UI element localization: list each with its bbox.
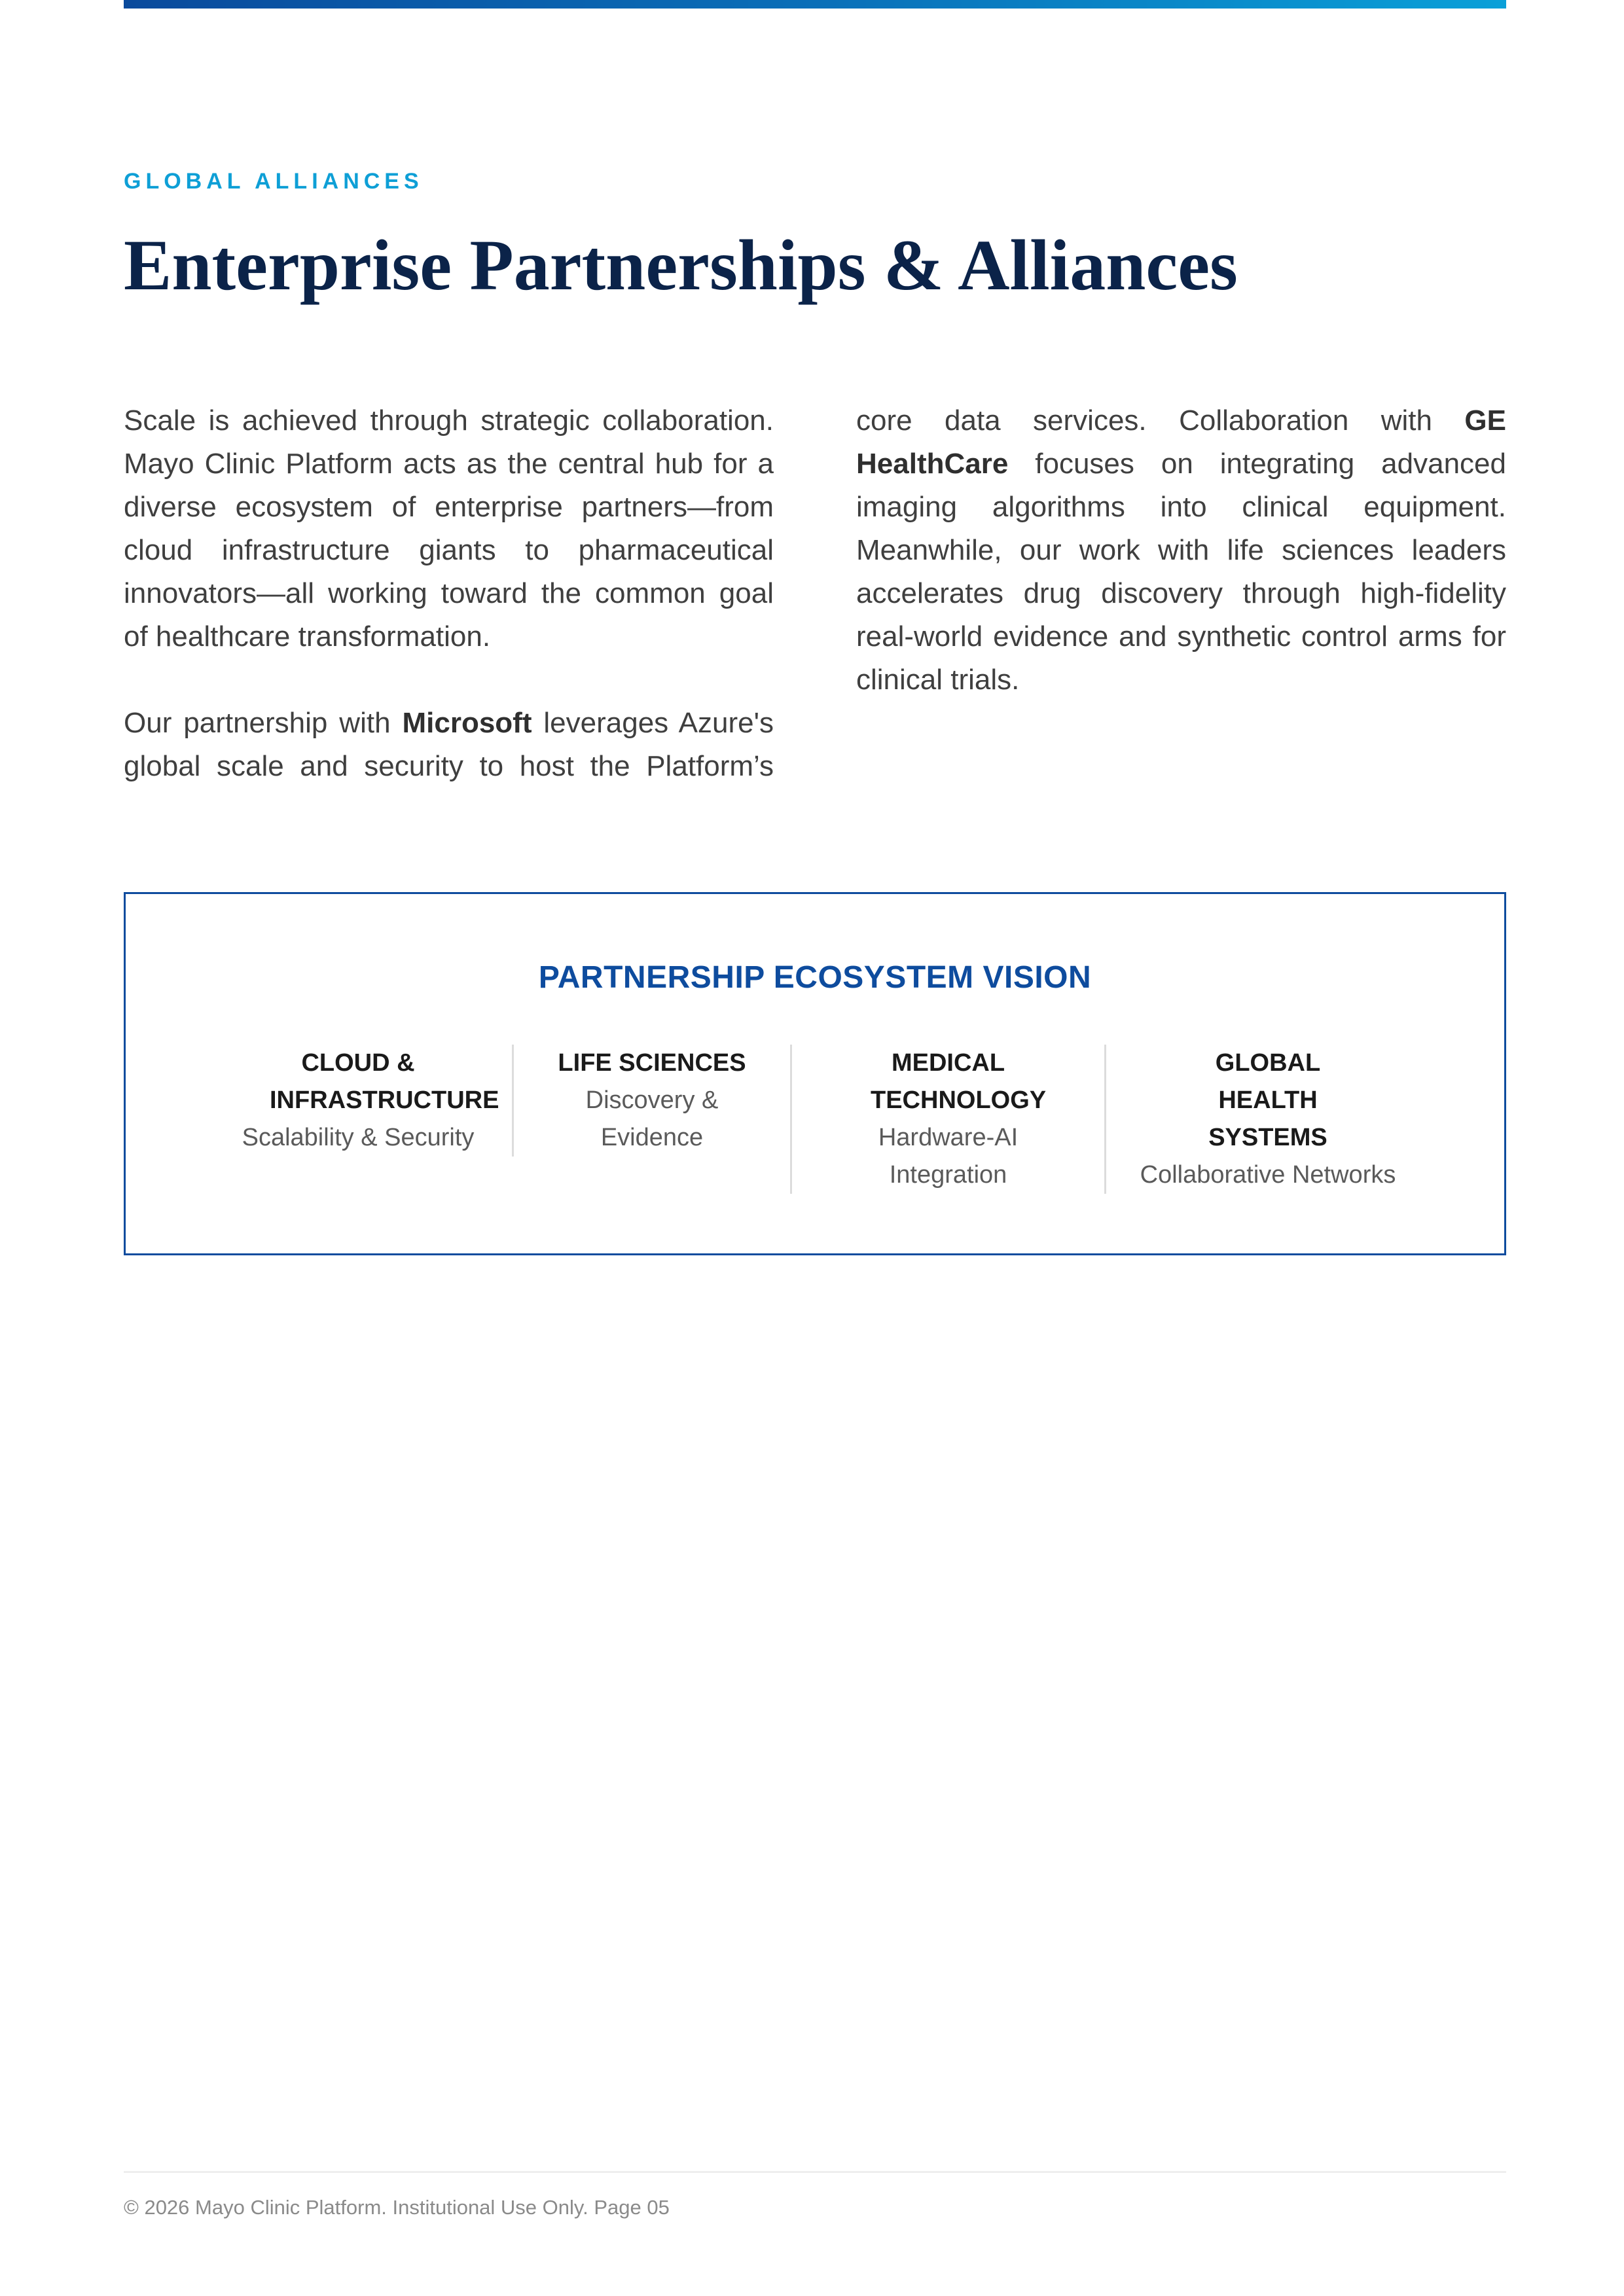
ge-healthcare-name: GE HealthCare (856, 404, 1506, 480)
section-eyebrow: GLOBAL ALLIANCES (124, 169, 424, 194)
partners-text-3: focuses on integrating advanced imaging algorithms into clinical equipment. Meanwhile, our work with life sciences leaders accelerates drug discovery through high-fidelity real-world evidence and synthetic control arms for clinical trials. (856, 448, 1506, 696)
ecosystem-item-global-health (1104, 1045, 1430, 1194)
intro-paragraph: Scale is achieved through strategic collaboration. Mayo Clinic Platform acts as the central hub for a diverse ecosystem of enterprise partners—from cloud infrastructure giants to pharmaceutical innovators—all working toward the common goal of healthcare transformation. (124, 404, 774, 653)
microsoft-name: Microsoft (402, 707, 532, 739)
ecosystem-item-desc: Hardware-AI Integration (878, 1124, 1019, 1189)
footer-copyright: © 2026 Mayo Clinic Platform. Institutional Use Only. Page 05 (124, 2196, 670, 2219)
ecosystem-grid (204, 1045, 1430, 1194)
ecosystem-title: PARTNERSHIP ECOSYSTEM VISION (538, 960, 1092, 995)
ecosystem-item-desc: Scalability & Security (242, 1124, 475, 1151)
ecosystem-item-medtech (790, 1045, 1104, 1194)
partners-text-2: leverages Azure's global scale and security to host the Platform’s core data services. Collaboration with (124, 404, 1465, 782)
ecosystem-item-heading: CLOUD & INFRASTRUCTURE (270, 1049, 499, 1114)
footer-divider (124, 2171, 1506, 2173)
page-title: Enterprise Partnerships & Alliances (124, 225, 1238, 305)
ecosystem-item-desc: Collaborative Networks (1140, 1161, 1396, 1189)
partners-text-1: Our partnership with (124, 707, 403, 739)
body-text-columns (124, 399, 1506, 805)
ecosystem-vision-box (124, 892, 1506, 1255)
ecosystem-item-life-sciences (512, 1045, 790, 1157)
ecosystem-item-heading: LIFE SCIENCES (558, 1049, 746, 1077)
ecosystem-item-desc: Discovery & Evidence (585, 1086, 719, 1151)
top-accent-bar (124, 0, 1506, 9)
ecosystem-item-cloud (204, 1045, 512, 1157)
ecosystem-item-heading: MEDICAL TECHNOLOGY (871, 1049, 1047, 1114)
ecosystem-item-heading: GLOBAL HEALTH SYSTEMS (1208, 1049, 1327, 1151)
